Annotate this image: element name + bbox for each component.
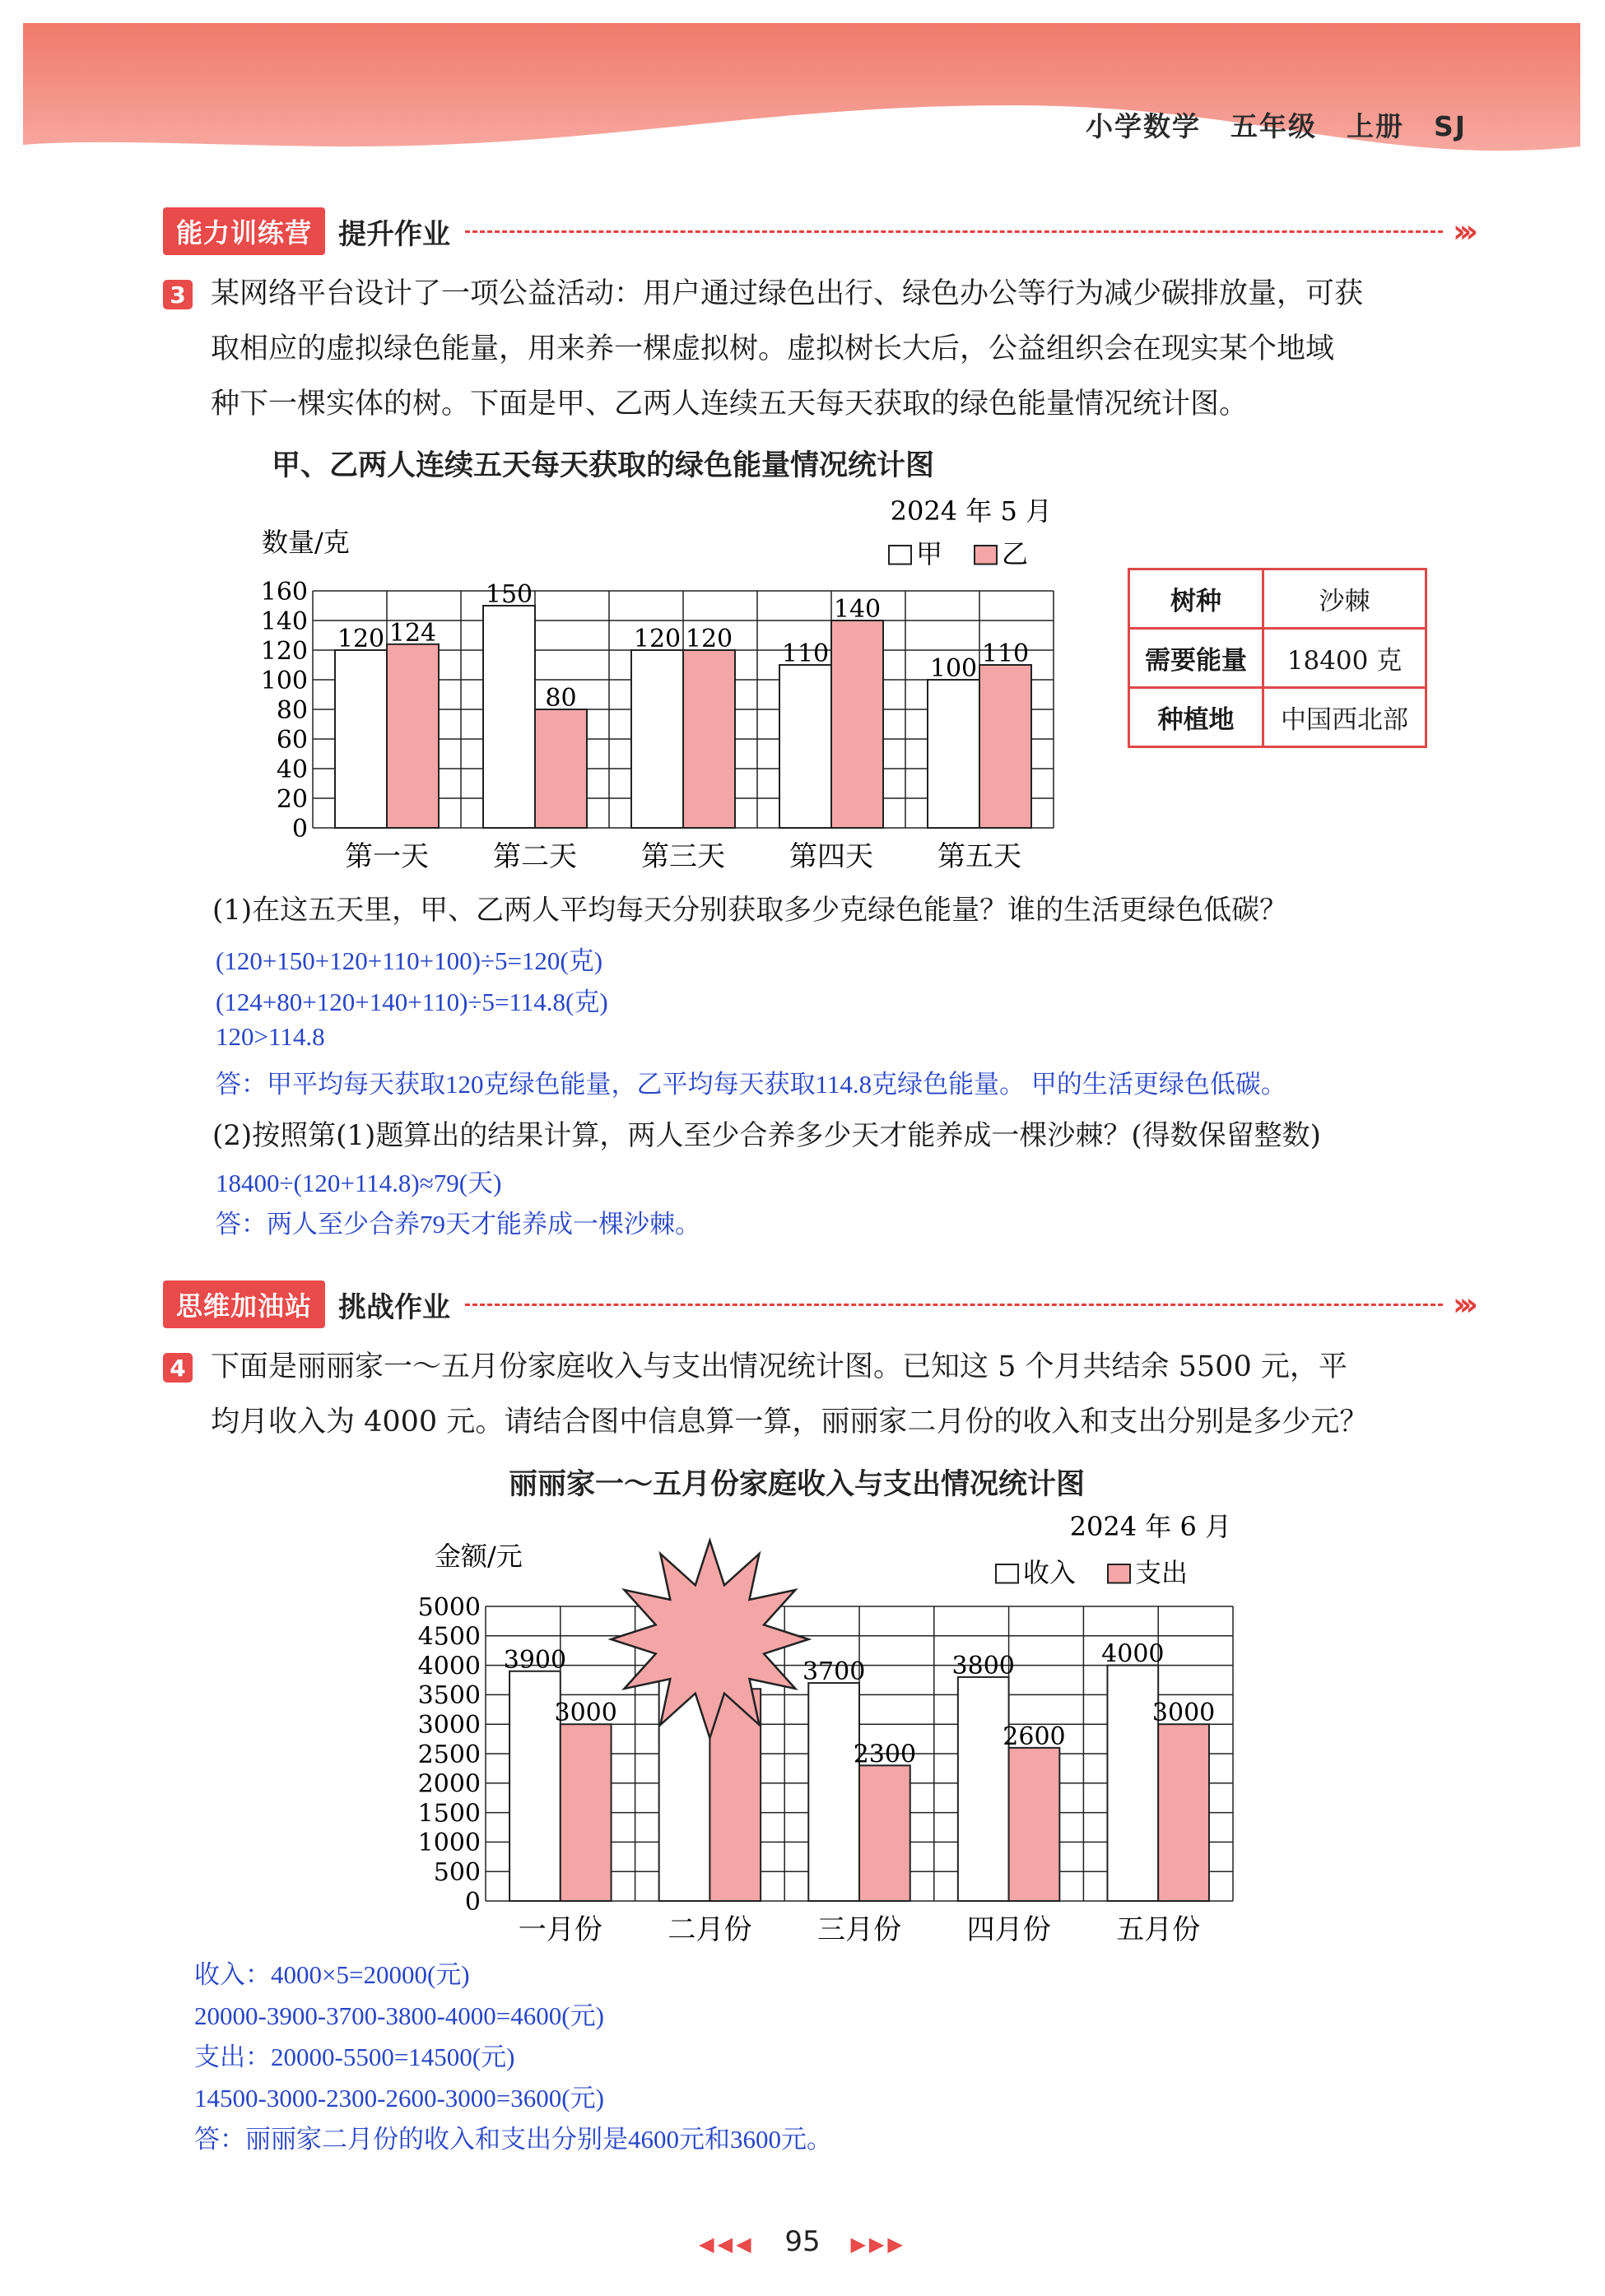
x-tick-label: 一月份 xyxy=(518,1913,602,1946)
bar xyxy=(979,665,1031,828)
y-tick-label: 20 xyxy=(276,784,308,814)
text-line: 某网络平台设计了一项公益活动：用户通过绿色出行、绿色办公等行为减少碳排放量，可获 xyxy=(211,277,1364,310)
section-tag: 思维加油站 xyxy=(163,1280,325,1328)
data-label: 80 xyxy=(545,684,577,713)
bar xyxy=(631,650,683,828)
book-info xyxy=(1056,105,1467,144)
bar xyxy=(509,1671,561,1901)
answer-line: (124+80+120+140+110)÷5=114.8(克) xyxy=(216,988,608,1016)
star-cover-icon xyxy=(611,1541,808,1738)
table-key: 种植地 xyxy=(1129,688,1263,747)
y-tick-label: 60 xyxy=(276,725,308,755)
bar xyxy=(387,644,439,828)
y-tick-label: 2500 xyxy=(417,1740,481,1769)
dashed-divider xyxy=(465,230,1443,233)
data-label: 3800 xyxy=(951,1651,1015,1680)
data-label: 4000 xyxy=(1101,1639,1165,1669)
bar xyxy=(859,1765,910,1901)
x-tick-label: 四月份 xyxy=(966,1913,1051,1946)
answer-line: 收入：4000×5=20000(元) xyxy=(194,1960,470,1989)
bar xyxy=(928,680,979,828)
answer-line: 20000-3900-3700-3800-4000=4600(元) xyxy=(194,2001,604,2030)
chart1-title: 甲、乙两人连续五天每天获取的绿色能量情况统计图 xyxy=(272,449,935,482)
y-tick-label: 0 xyxy=(464,1887,481,1917)
question-number: 3 xyxy=(163,280,193,309)
legend-label: 收入 xyxy=(1023,1557,1077,1588)
question-4-text xyxy=(211,1340,1368,1450)
bar xyxy=(831,620,883,828)
y-tick-label: 3000 xyxy=(417,1711,481,1740)
data-label: 124 xyxy=(388,618,437,648)
legend-swatch xyxy=(1108,1564,1130,1583)
y-tick-label: 1000 xyxy=(417,1829,481,1858)
data-label: 120 xyxy=(685,625,733,653)
bar-hidden xyxy=(709,1689,761,1901)
chart-date: 2024 年 5 月 xyxy=(890,495,1052,527)
left-arrows-icon: ◀◀◀ xyxy=(699,2233,755,2256)
answer-line: 支出：20000-5500=14500(元) xyxy=(194,2043,515,2071)
legend-swatch xyxy=(996,1564,1018,1583)
answer-line: 答：丽丽家二月份的收入和支出分别是4600元和3600元。 xyxy=(194,2125,832,2154)
bar xyxy=(779,665,831,828)
x-tick-label: 第一天 xyxy=(345,840,429,873)
y-tick-label: 140 xyxy=(260,607,308,636)
tree-info-table xyxy=(1128,568,1427,748)
y-tick-label: 120 xyxy=(260,636,308,666)
bar xyxy=(683,650,735,828)
bar xyxy=(808,1683,859,1901)
table-key: 需要能量 xyxy=(1129,629,1263,688)
answer-line: 答：甲平均每天获取120克绿色能量，乙平均每天获取114.8克绿色能量。 甲的生活更绿色低碳。 xyxy=(216,1070,1286,1099)
bar xyxy=(335,650,387,828)
y-tick-label: 4000 xyxy=(417,1652,481,1681)
data-label: 2300 xyxy=(853,1740,917,1769)
x-tick-label: 第五天 xyxy=(937,840,1021,873)
answer-line: (120+150+120+110+100)÷5=120(克) xyxy=(216,946,603,975)
legend-label: 甲 xyxy=(916,538,943,569)
sub-question-2: (2)按照第(1)题算出的结果计算，两人至少合养多少天才能养成一棵沙棘？(得数保留整数) xyxy=(212,1119,1321,1152)
section-heading-2 xyxy=(163,1280,1472,1328)
y-tick-label: 4500 xyxy=(417,1622,481,1652)
answer-line: 答：两人至少合养79天才能养成一棵沙棘。 xyxy=(216,1210,700,1239)
data-label: 3000 xyxy=(1151,1699,1216,1728)
chart2 xyxy=(395,1506,1268,1967)
legend-swatch xyxy=(975,546,997,565)
sub-question-1: (1)在这五天里，甲、乙两人平均每天分别获取多少克绿色能量？谁的生活更绿色低碳？ xyxy=(212,894,1288,927)
book-subject: 小学数学 xyxy=(1085,110,1201,142)
data-label: 140 xyxy=(833,595,882,624)
y-axis-label: 数量/克 xyxy=(262,527,350,558)
double-chevron-icon: ››› xyxy=(1453,213,1472,249)
table-value: 中国西北部 xyxy=(1263,688,1426,747)
y-tick-label: 3500 xyxy=(417,1681,481,1711)
data-label: 110 xyxy=(981,639,1030,668)
right-arrows-icon: ▶▶▶ xyxy=(850,2233,906,2256)
chart1 xyxy=(247,486,1070,881)
page-number-text: 95 xyxy=(784,2225,821,2258)
section-tag: 能力训练营 xyxy=(163,207,325,255)
x-tick-label: 二月份 xyxy=(668,1913,752,1946)
double-chevron-icon: ››› xyxy=(1453,1286,1472,1322)
bar xyxy=(535,709,587,828)
data-label: 150 xyxy=(485,580,533,609)
table-value: 18400 克 xyxy=(1263,629,1426,688)
book-edition: SJ xyxy=(1433,110,1467,142)
bar xyxy=(1009,1748,1060,1901)
y-tick-label: 500 xyxy=(433,1858,481,1887)
y-tick-label: 100 xyxy=(260,666,308,695)
bar xyxy=(958,1677,1009,1901)
section-subtitle: 挑战作业 xyxy=(338,1290,451,1324)
data-label: 110 xyxy=(781,639,830,668)
answer-line: 14500-3000-2300-2600-3000=3600(元) xyxy=(194,2084,604,2112)
question-3-text xyxy=(211,267,1363,432)
x-tick-label: 五月份 xyxy=(1116,1913,1201,1946)
text-line: 下面是丽丽家一～五月份家庭收入与支出情况统计图。已知这 5 个月共结余 5500 元，平 xyxy=(211,1350,1347,1383)
text-line: 取相应的虚拟绿色能量，用来养一棵虚拟树。虚拟树长大后，公益组织会在现实某个地域 xyxy=(211,332,1335,365)
text-line: 种下一棵实体的树。下面是甲、乙两人连续五天每天获取的绿色能量情况统计图。 xyxy=(211,388,1249,421)
answer-line: 120>114.8 xyxy=(216,1022,325,1051)
chart-date: 2024 年 6 月 xyxy=(1069,1511,1231,1542)
x-tick-label: 第三天 xyxy=(641,840,725,873)
data-label: 3000 xyxy=(554,1699,617,1728)
y-tick-label: 0 xyxy=(291,814,308,844)
bar xyxy=(1107,1666,1158,1901)
text-line: 均月收入为 4000 元。请结合图中信息算一算，丽丽家二月份的收入和支出分别是多少元？ xyxy=(211,1406,1369,1438)
dashed-divider xyxy=(465,1304,1443,1306)
answer-line: 18400÷(120+114.8)≈79(天) xyxy=(216,1169,502,1197)
bar xyxy=(561,1724,612,1901)
legend-label: 乙 xyxy=(1002,538,1029,569)
data-label: 100 xyxy=(929,654,978,683)
y-tick-label: 40 xyxy=(276,755,308,784)
x-tick-label: 三月份 xyxy=(817,1913,901,1946)
chart2-title: 丽丽家一～五月份家庭收入与支出情况统计图 xyxy=(509,1468,1086,1501)
x-tick-label: 第四天 xyxy=(789,840,873,873)
legend-swatch xyxy=(889,546,911,565)
section-heading-1 xyxy=(163,207,1472,255)
y-tick-label: 80 xyxy=(276,695,308,725)
book-grade: 五年级 xyxy=(1230,110,1317,142)
book-volume: 上册 xyxy=(1346,110,1404,142)
y-tick-label: 2000 xyxy=(417,1769,481,1799)
section-subtitle: 提升作业 xyxy=(338,217,451,251)
legend-label: 支出 xyxy=(1135,1557,1189,1588)
data-label: 3700 xyxy=(802,1657,866,1687)
table-key: 树种 xyxy=(1129,569,1263,629)
data-label: 120 xyxy=(337,625,385,653)
bar xyxy=(483,606,535,828)
data-label: 3900 xyxy=(503,1645,567,1675)
bar xyxy=(1158,1724,1209,1901)
y-tick-label: 1500 xyxy=(417,1799,481,1829)
table-value: 沙棘 xyxy=(1263,569,1426,629)
page-number xyxy=(0,2225,1605,2258)
y-tick-label: 160 xyxy=(260,577,308,607)
y-tick-label: 5000 xyxy=(417,1592,481,1622)
x-tick-label: 第二天 xyxy=(493,840,577,873)
data-label: 120 xyxy=(633,625,682,653)
y-axis-label: 金额/元 xyxy=(435,1541,523,1572)
question-number: 4 xyxy=(163,1353,193,1383)
data-label: 2600 xyxy=(1003,1722,1066,1751)
